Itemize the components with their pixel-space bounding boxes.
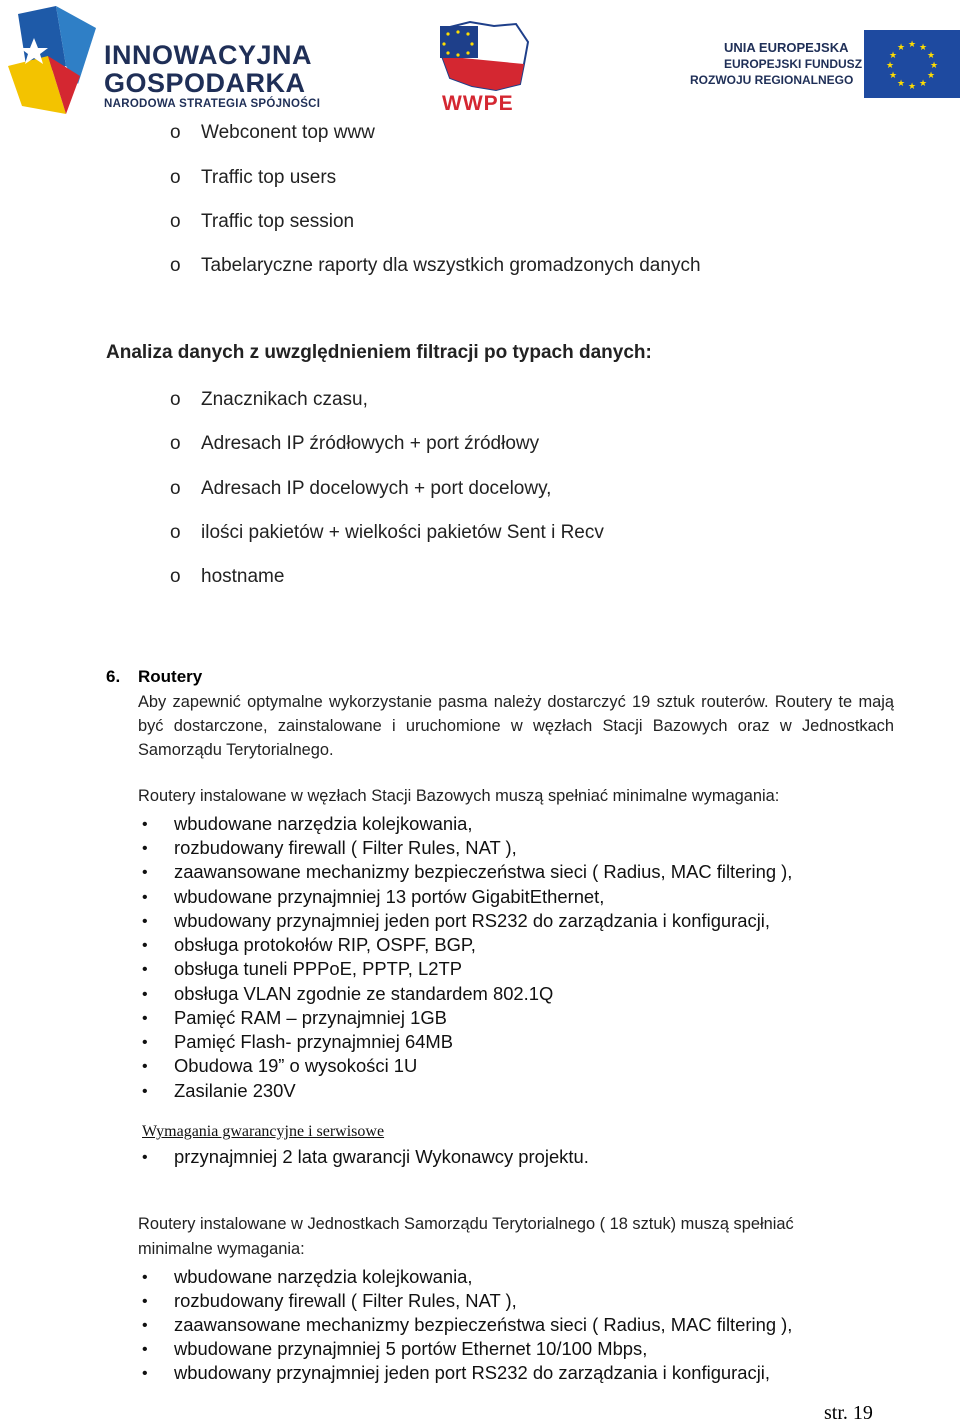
bullet-icon: • bbox=[142, 864, 148, 881]
list-item bbox=[142, 1362, 770, 1384]
svg-text:★: ★ bbox=[929, 61, 939, 71]
list-item-text: wbudowane narzędzia kolejkowania, bbox=[174, 813, 473, 834]
svg-text:★: ★ bbox=[918, 43, 928, 53]
list-item bbox=[142, 1146, 589, 1168]
list-item-text: zaawansowane mechanizmy bezpieczeństwa sieci ( Radius, MAC filtering ), bbox=[174, 1314, 793, 1335]
list-marker: o bbox=[170, 167, 181, 188]
list-item bbox=[142, 958, 462, 980]
eu-logo-line1: UNIA EUROPEJSKA bbox=[724, 40, 849, 55]
list-item bbox=[142, 1080, 296, 1102]
list-item-text: obsługa protokołów RIP, OSPF, BGP, bbox=[174, 934, 476, 955]
eu-logo-line2: EUROPEJSKI FUNDUSZ bbox=[724, 57, 863, 71]
list-marker: o bbox=[170, 389, 181, 410]
svg-text:★: ★ bbox=[926, 51, 936, 61]
eu-flag-icon bbox=[864, 30, 960, 98]
list-item-text: zaawansowane mechanizmy bezpieczeństwa sieci ( Radius, MAC filtering ), bbox=[174, 861, 793, 882]
list-item bbox=[170, 122, 375, 144]
list-item bbox=[170, 566, 284, 588]
svg-text:★: ★ bbox=[896, 79, 906, 89]
logo-text-line1: INNOWACYJNA bbox=[104, 40, 313, 70]
list-item bbox=[142, 983, 553, 1005]
bullet-icon: • bbox=[142, 1317, 148, 1334]
list-marker: o bbox=[170, 433, 181, 454]
list-item-text: hostname bbox=[201, 566, 285, 587]
bullet-icon: • bbox=[142, 1058, 148, 1075]
svg-text:★: ★ bbox=[918, 79, 928, 89]
list-marker: o bbox=[170, 566, 181, 587]
list-item-text: wbudowane przynajmniej 5 portów Ethernet 10/100 Mbps, bbox=[174, 1338, 648, 1359]
list-item bbox=[170, 389, 368, 411]
bullet-icon: • bbox=[142, 1010, 148, 1027]
bullet-icon: • bbox=[142, 1293, 148, 1310]
svg-text:★: ★ bbox=[888, 51, 898, 61]
list-marker: o bbox=[170, 522, 181, 543]
list-item-text: przynajmniej 2 lata gwarancji Wykonawcy projektu. bbox=[174, 1146, 589, 1167]
list-item-text: Webconent top www bbox=[201, 122, 375, 143]
list-item-text: Traffic top session bbox=[201, 211, 355, 232]
bullet-icon: • bbox=[142, 816, 148, 833]
eu-logo-line3: ROZWOJU REGIONALNEGO bbox=[690, 73, 854, 87]
list-item bbox=[142, 837, 517, 859]
eu-fund-logo bbox=[688, 28, 960, 100]
list-item bbox=[142, 1031, 453, 1053]
list-item-text: obsługa VLAN zgodnie ze standardem 802.1Q bbox=[174, 983, 554, 1004]
list-item-text: Pamięć Flash- przynajmniej 64MB bbox=[174, 1031, 454, 1052]
list-item-text: Znacznikach czasu, bbox=[201, 389, 368, 410]
list-item-text: wbudowany przynajmniej jeden port RS232 do zarządzania i konfiguracji, bbox=[174, 1362, 770, 1383]
list-item bbox=[170, 433, 539, 455]
list-item bbox=[142, 1314, 792, 1336]
list-item-text: Obudowa 19” o wysokości 1U bbox=[174, 1055, 418, 1076]
list-item bbox=[142, 1266, 473, 1288]
list-item bbox=[142, 1055, 417, 1077]
bullet-icon: • bbox=[142, 889, 148, 906]
list-item bbox=[142, 1290, 517, 1312]
jst-intro-line2: minimalne wymagania: bbox=[138, 1240, 305, 1258]
bullet-icon: • bbox=[142, 986, 148, 1003]
poland-map-icon bbox=[436, 20, 532, 92]
warranty-heading: Wymagania gwarancyjne i serwisowe bbox=[142, 1123, 385, 1140]
bullet-icon: • bbox=[142, 1083, 148, 1100]
list-item-text: wbudowane przynajmniej 13 portów GigabitEthernet, bbox=[174, 886, 605, 907]
list-item bbox=[170, 522, 604, 544]
list-item-text: rozbudowany firewall ( Filter Rules, NAT ), bbox=[174, 837, 517, 858]
list-item bbox=[170, 255, 701, 277]
list-marker: o bbox=[170, 211, 181, 232]
list-item bbox=[142, 861, 792, 883]
bullet-icon: • bbox=[142, 937, 148, 954]
list-item bbox=[142, 1007, 447, 1029]
wwpe-logo-text: WWPE bbox=[442, 92, 514, 115]
svg-text:★: ★ bbox=[907, 40, 917, 50]
list-item bbox=[142, 910, 770, 932]
section-number: 6. bbox=[106, 667, 121, 686]
list-marker: o bbox=[170, 122, 181, 143]
list-marker: o bbox=[170, 255, 181, 276]
svg-text:★: ★ bbox=[888, 71, 898, 81]
innowacyjna-gospodarka-emblem-icon bbox=[8, 6, 98, 114]
bullet-icon: • bbox=[142, 913, 148, 930]
jst-intro-line1: Routery instalowane w Jednostkach Samorządu Terytorialnego ( 18 sztuk) muszą spełniać bbox=[138, 1215, 794, 1233]
list-marker: o bbox=[170, 478, 181, 499]
bullet-icon: • bbox=[142, 1034, 148, 1051]
section-intro-paragraph: Aby zapewnić optymalne wykorzystanie pasma należy dostarczyć 19 sztuk routerów. Routery te mają być dostarczone, zainstalowane i uruchomione w węzłach Stacji Bazowych oraz w Jednostkach Samorządu Terytorialnego. bbox=[138, 693, 894, 759]
list-item-text: Tabelaryczne raporty dla wszystkich gromadzonych danych bbox=[201, 255, 701, 276]
list-item bbox=[142, 813, 473, 835]
page-number: str. 19 bbox=[824, 1402, 873, 1424]
list-item-text: ilości pakietów + wielkości pakietów Sent i Recv bbox=[201, 522, 604, 543]
list-item-text: Adresach IP źródłowych + port źródłowy bbox=[201, 433, 540, 454]
svg-text:★: ★ bbox=[907, 82, 917, 92]
wwpe-logo bbox=[436, 20, 536, 120]
list-item bbox=[142, 934, 476, 956]
list-item-text: Traffic top users bbox=[201, 167, 337, 188]
list-item bbox=[142, 886, 604, 908]
list-item-text: wbudowane narzędzia kolejkowania, bbox=[174, 1266, 473, 1287]
bullet-icon: • bbox=[142, 1341, 148, 1358]
section-title: Routery bbox=[138, 667, 203, 686]
innowacyjna-gospodarka-logo bbox=[8, 6, 338, 114]
logo-text-line2: GOSPODARKA bbox=[104, 68, 306, 98]
list-item-text: Zasilanie 230V bbox=[174, 1080, 296, 1101]
list-item bbox=[170, 478, 551, 500]
bullet-icon: • bbox=[142, 840, 148, 857]
list-item bbox=[170, 211, 354, 233]
list-item-text: wbudowany przynajmniej jeden port RS232 do zarządzania i konfiguracji, bbox=[174, 910, 770, 931]
svg-text:★: ★ bbox=[896, 43, 906, 53]
base-station-intro: Routery instalowane w węzłach Stacji Bazowych muszą spełniać minimalne wymagania: bbox=[138, 787, 780, 805]
list-item bbox=[170, 167, 336, 189]
svg-text:★: ★ bbox=[926, 71, 936, 81]
eu-stars-icon bbox=[864, 30, 960, 98]
analysis-heading: Analiza danych z uwzględnieniem filtracji po typach danych: bbox=[106, 342, 652, 363]
logo-text-line3: NARODOWA STRATEGIA SPÓJNOŚCI bbox=[104, 98, 321, 110]
bullet-icon: • bbox=[142, 1269, 148, 1286]
list-item bbox=[142, 1338, 647, 1360]
list-item-text: rozbudowany firewall ( Filter Rules, NAT ), bbox=[174, 1290, 517, 1311]
svg-text:★: ★ bbox=[885, 61, 895, 71]
list-item-text: Adresach IP docelowych + port docelowy, bbox=[201, 478, 552, 499]
list-item-text: Pamięć RAM – przynajmniej 1GB bbox=[174, 1007, 447, 1028]
list-item-text: obsługa tuneli PPPoE, PPTP, L2TP bbox=[174, 958, 462, 979]
bullet-icon: • bbox=[142, 961, 148, 978]
bullet-icon: • bbox=[142, 1365, 148, 1382]
bullet-icon: • bbox=[142, 1149, 148, 1166]
